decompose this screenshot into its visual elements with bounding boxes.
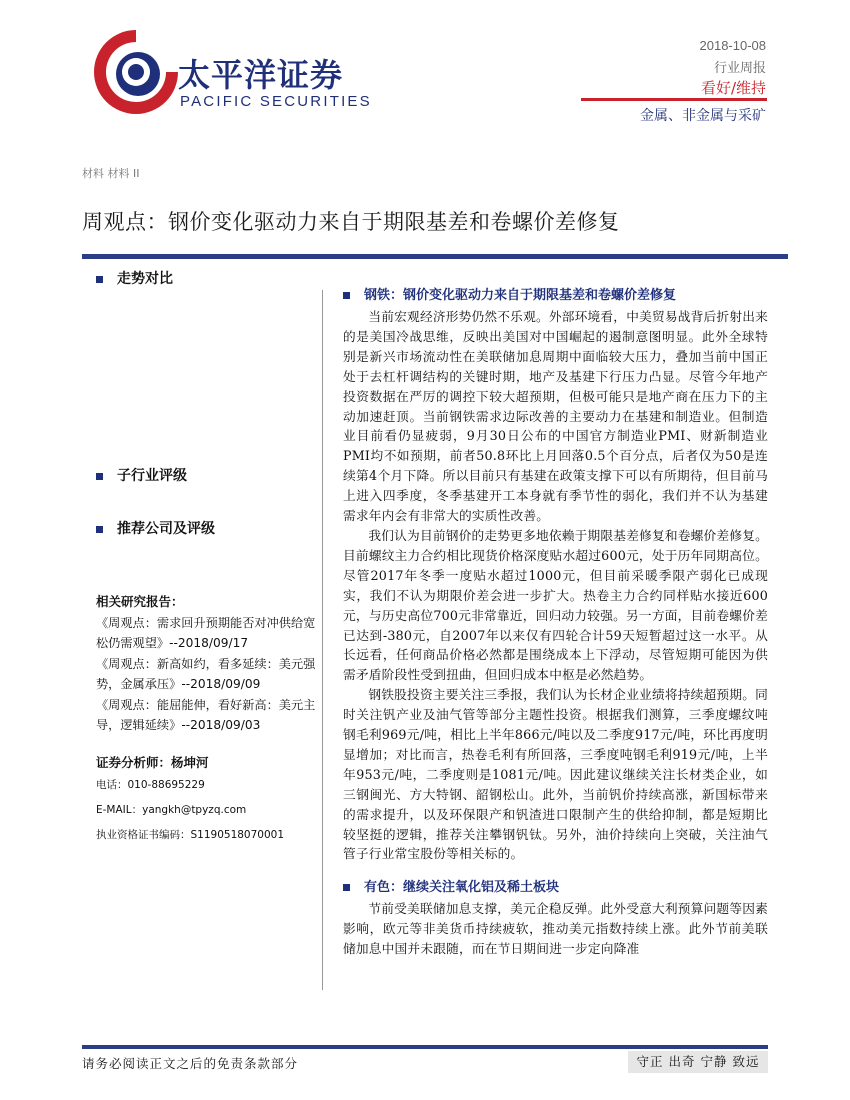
square-bullet-icon — [96, 276, 103, 283]
body-paragraph: 钢铁股投资主要关注三季报，我们认为长材企业业绩将持续超预期。同时关注钒产业及油气管等部分主题性投资。根据我们测算，三季度螺纹吨钢毛利969元/吨，相比上半年866元/吨以及二季度917元/吨，环比再度明显增加；对比而言，热卷毛利有所回落，三季度吨钢毛利919元/吨，上半年953元/吨，二季度则是1081元/吨。因此建议继续关注长材类企业，如三钢闽光、方大特钢、韶钢松山。此外，当前钒价持续高涨，新国标带来的需求提升，以及环保限产和钒渣进口限制产生的供给抑制，都是短期比较坚挺的逻辑，推荐关注攀钢钒钛。另外，油价持续向上突破，关注油气管子行业常宝股份等相关标的。 — [343, 687, 768, 862]
section-heading-steel: 钢铁：钢价变化驱动力来自于期限基差和卷螺价差修复 — [343, 284, 768, 303]
section-heading-nonferrous: 有色：继续关注氧化铝及稀土板块 — [343, 876, 768, 895]
related-reports-title: 相关研究报告： — [96, 594, 184, 609]
square-bullet-icon — [343, 884, 350, 891]
analyst-cert: 执业资格证书编码：S1190518070001 — [96, 829, 285, 841]
page-title: 周观点：钢价变化驱动力来自于期限基差和卷螺价差修复 — [82, 210, 620, 234]
related-report-item[interactable]: 《周观点：新高如约，看多延续：美元强势，金属承压》--2018/09/09 — [96, 656, 316, 691]
header-divider — [581, 98, 767, 101]
category-label: 材料 材料 II — [82, 167, 140, 180]
industry-rating: 看好/维持 — [700, 79, 766, 97]
footer-divider — [82, 1045, 768, 1049]
analyst-name: 证券分析师：杨坤河 — [96, 755, 209, 770]
body-paragraph: 当前宏观经济形势仍然不乐观。外部环境看，中美贸易战背后折射出来的是美国冷战思维，反映出美国对中国崛起的遏制意图明显。此外全球特别是新兴市场流动性在美联储加息周期中面临较大压力，叠加当前中国正处于去杠杆调结构的关键时期，地产及基建下行压力凸显。尽管今年地产投资数据在严厉的调控下较大超预期，但极可能只是地产商在压力下的主动加速赶顶。当前钢铁需求边际改善的主要动力在基建和制造业。但制造业目前看仍显疲弱，9月30日公布的中国官方制造业PMI、财新制造业PMI均不如预期，前者50.8环比上月回落0.5个百分点，后者仅为50是连续第4个月下降。所以目前只有基建在政策支撑下可以有所期待，但目前马上进入四季度，冬季基建开工本身就有季节性的弱化，我们并不认为基建需求年内会有非常大的实质性改善。 — [343, 309, 768, 524]
body-paragraph: 我们认为目前钢价的走势更多地依赖于期限基差修复和卷螺价差修复。目前螺纹主力合约相比现货价格深度贴水超过600元，处于历年同期高位。尽管2017年冬季一度贴水超过1000元，但目前采暖季限产弱化已成现实，我们不认为期限价差会进一步扩大。热卷主力合约同样贴水接近600元，与历史高位700元非常靠近，回归动力较强。另一方面，目前卷螺价差已达到-380元，自2007年以来仅有四轮合计59天短暂超过这一水平。从长远看，任何商品价格必然都是围绕成本上下浮动，尽管短期可能因为供需矛盾阶段性受到扭曲，但回归成本中枢是必然趋势。 — [343, 527, 768, 683]
related-report-item[interactable]: 《周观点：能屈能伸，看好新高：美元主导，逻辑延续》--2018/09/03 — [96, 697, 316, 732]
logo-mark-icon — [86, 22, 186, 122]
body-paragraph: 节前受美联储加息支撑，美元企稳反弹。此外受意大利预算问题等因素影响，欧元等非美货币持续疲软，推动美元指数持续上涨。此外节前美联储加息中国并未跟随，而在节日期间进一步定向降准 — [343, 901, 768, 957]
report-body — [343, 284, 768, 959]
title-divider — [82, 254, 788, 259]
sector-name: 金属、非金属与采矿 — [640, 108, 766, 124]
brand-name-en: PACIFIC SECURITIES — [180, 93, 372, 110]
square-bullet-icon — [96, 526, 103, 533]
report-type: 行业周报 — [713, 61, 766, 76]
related-report-item[interactable]: 《周观点：需求回升预期能否对冲供给宽松仍需观望》--2018/09/17 — [96, 615, 316, 650]
column-divider — [322, 290, 323, 990]
trend-heading: 走势对比 — [96, 268, 173, 288]
footer-disclaimer: 请务必阅读正文之后的免责条款部分 — [82, 1056, 299, 1071]
recommended-companies-heading: 推荐公司及评级 — [96, 518, 215, 538]
sub-industry-rating-heading: 子行业评级 — [96, 465, 187, 485]
analyst-info — [96, 753, 326, 848]
square-bullet-icon — [343, 292, 350, 299]
brand-name-cn: 太平洋证券 — [178, 56, 344, 94]
square-bullet-icon — [96, 473, 103, 480]
footer-motto: 守正 出奇 宁静 致远 — [628, 1051, 768, 1073]
related-reports — [96, 592, 326, 736]
analyst-email[interactable]: E-MAIL：yangkh@tpyzq.com — [96, 804, 247, 816]
report-date: 2018-10-08 — [699, 38, 766, 53]
analyst-phone: 电话：010-88695229 — [96, 779, 205, 791]
